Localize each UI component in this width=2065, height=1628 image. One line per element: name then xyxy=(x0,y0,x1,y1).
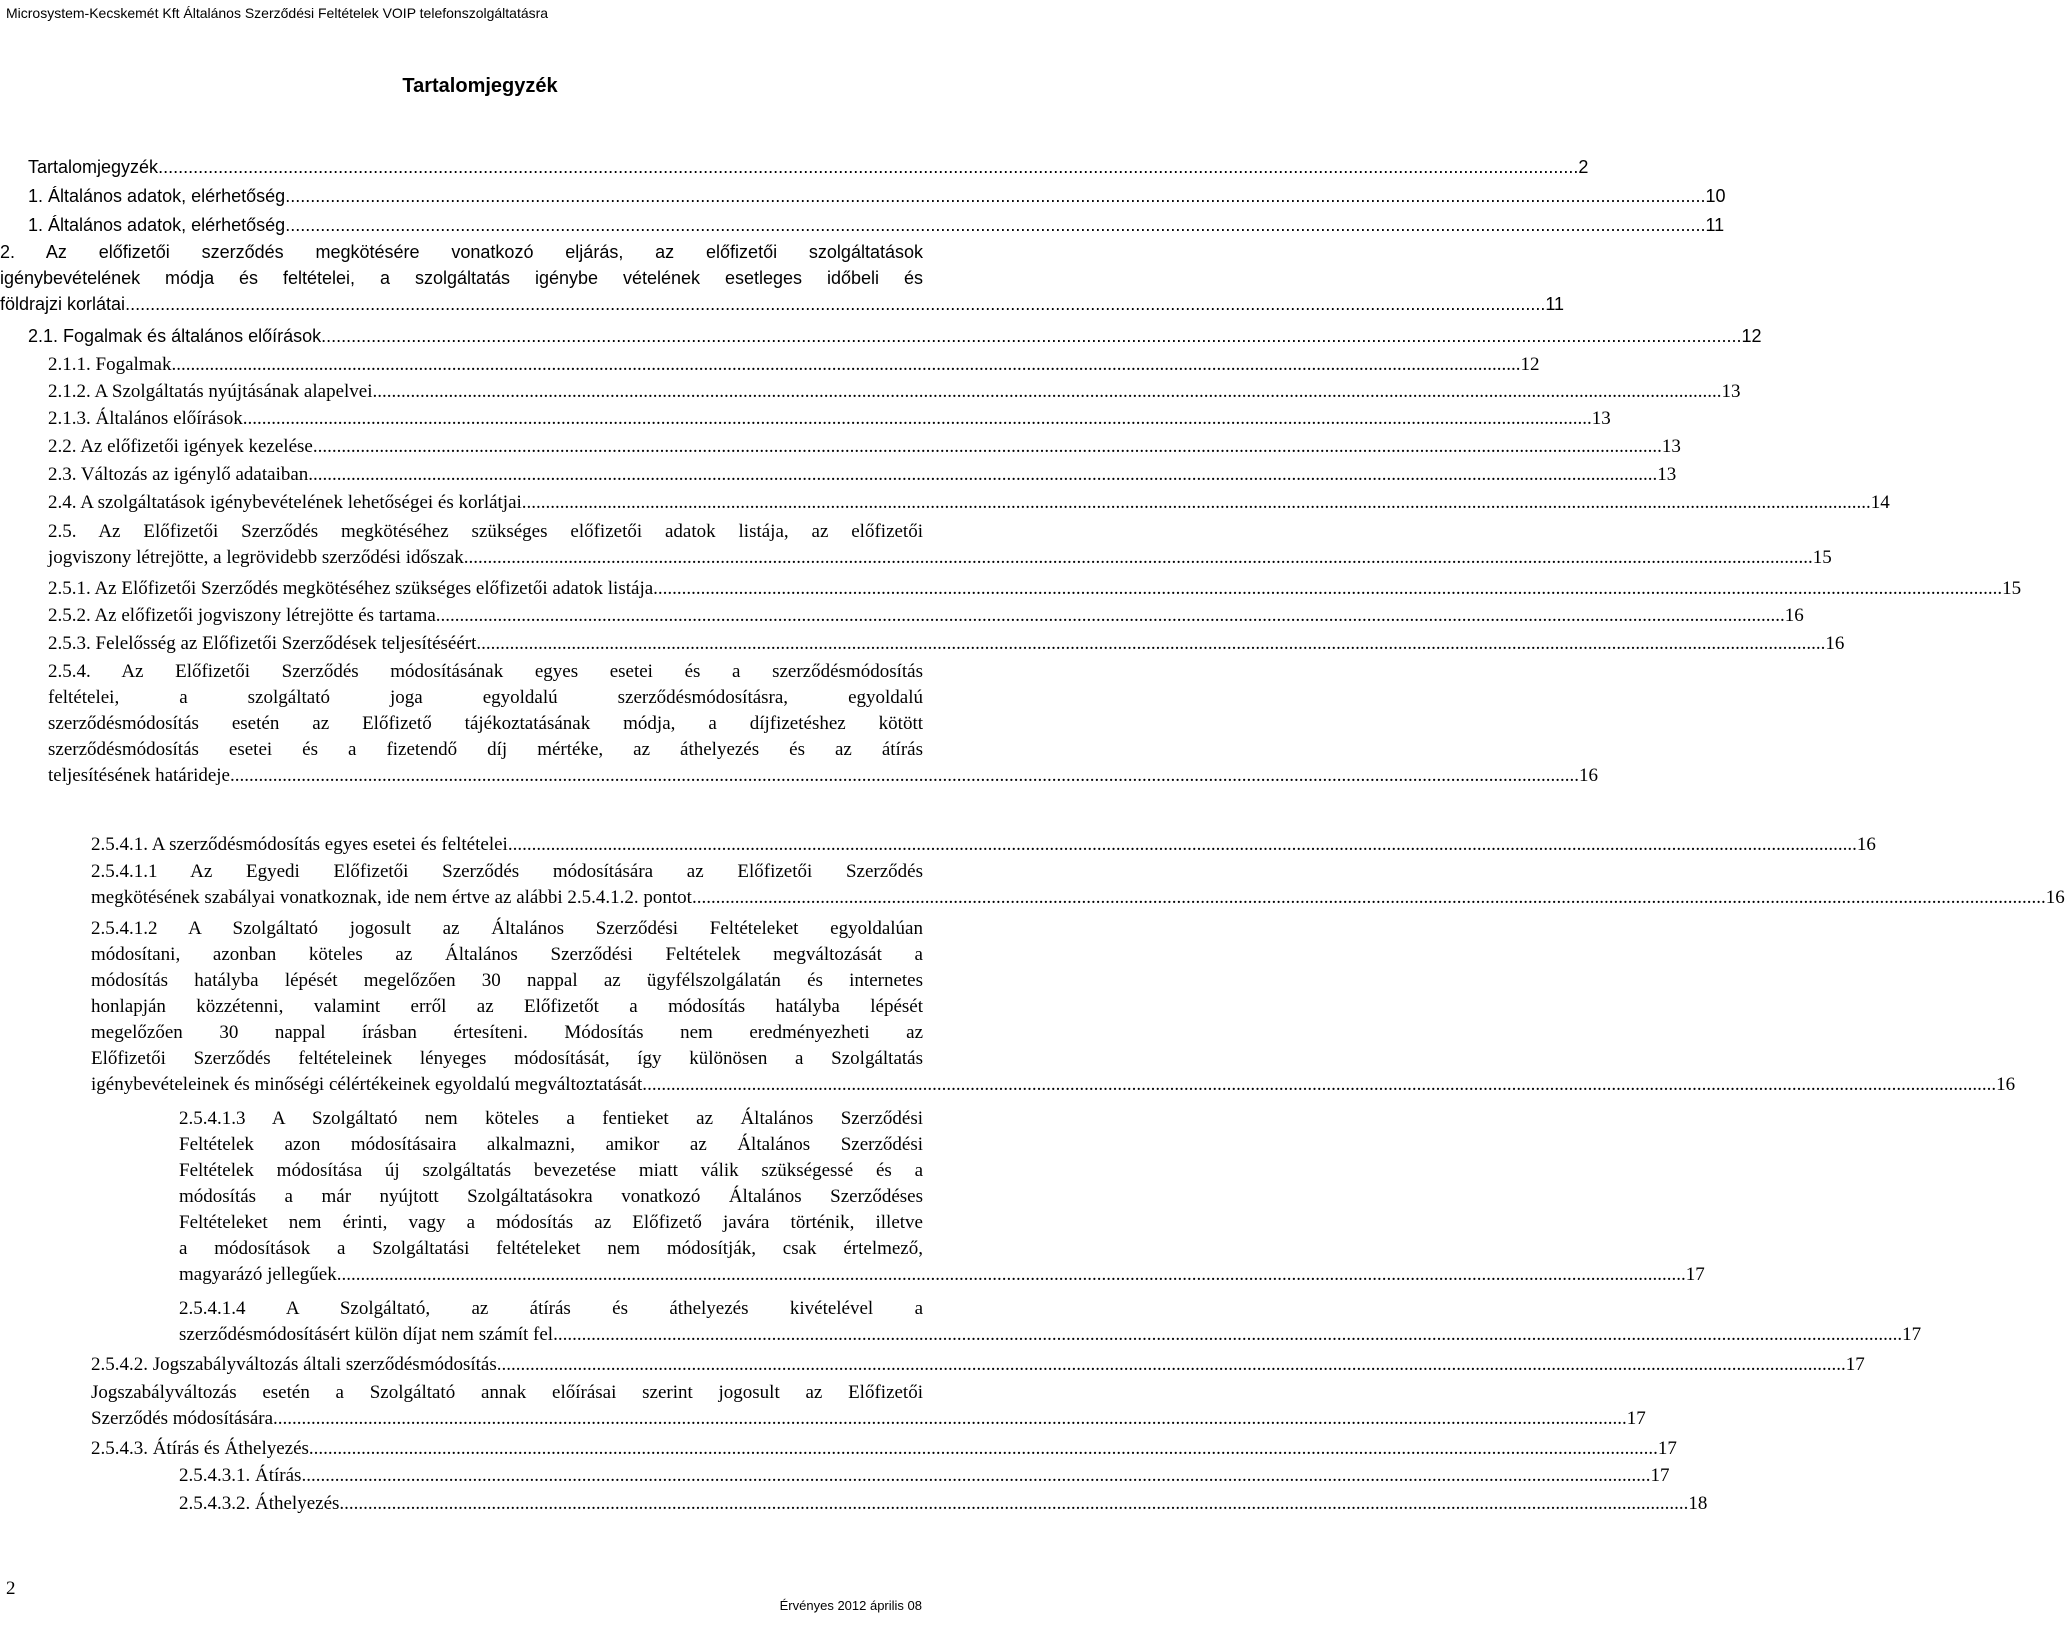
toc-entry[interactable] xyxy=(28,323,1762,349)
toc-entry[interactable] xyxy=(179,1463,1670,1489)
toc-entry[interactable] xyxy=(48,406,1611,432)
toc-entry[interactable] xyxy=(91,1352,1865,1378)
toc-entry-page: 18 xyxy=(1688,1493,1708,1514)
toc-entry-text: Szerződés módosítására. xyxy=(91,1408,278,1429)
toc-entry-line: 2.5.4.1.4 A Szolgáltató, az átírás és áthelyezés kivételével a xyxy=(179,1298,923,1319)
toc-entry-text: megkötésének szabályai vonatkoznak, ide nem értve az alábbi 2.5.4.1.2. pontot. xyxy=(91,887,697,908)
toc-entry[interactable] xyxy=(91,1380,1646,1432)
toc-entry-line: szerződésmódosítás esetei és a fizetendő díj mértéke, az áthelyezés és az átírás xyxy=(48,739,923,760)
toc-entry-text: jogviszony létrejötte, a legrövidebb szerződési időszak xyxy=(48,547,464,568)
toc-entry-page: 12 xyxy=(1520,354,1540,375)
toc-entry[interactable] xyxy=(48,631,1845,657)
toc-entry-page: 16 xyxy=(2045,887,2065,908)
toc-entry-text: 1. Általános adatok, elérhetőség xyxy=(28,186,286,206)
toc-entry-page: 13 xyxy=(1591,408,1611,429)
toc-entry-line: a módosítások a Szolgáltatási feltételeket nem módosítják, csak értelmező, xyxy=(179,1238,923,1259)
toc-entry[interactable] xyxy=(28,212,1725,238)
toc-entry-line: 2.5.4.1.3 A Szolgáltató nem köteles a fentieket az Általános Szerződési xyxy=(179,1108,923,1129)
toc-entry-line: igénybevételének módja és feltételei, a szolgáltatás igénybe vételének esetleges időbeli és xyxy=(0,268,923,288)
toc-entry-text: 2.5.4.2. Jogszabályváltozás általi szerződésmódosítás xyxy=(91,1354,497,1375)
toc-entry-line: módosítás hatályba lépését megelőzően 30 nappal az ügyfélszolgálatán és internetes xyxy=(91,970,923,991)
toc-entry-page: 2 xyxy=(1578,157,1589,177)
toc-entry-text: 2.5.2. Az előfizetői jogviszony létrejötte és tartama xyxy=(48,605,436,626)
document-header: Microsystem-Kecskemét Kft Általános Szerződési Feltételek VOIP telefonszolgáltatásra xyxy=(6,5,549,21)
toc-entry-text: 2.1.1. Fogalmak xyxy=(48,354,172,375)
toc-entry-text: 1. Általános adatok, elérhetőség xyxy=(28,215,286,235)
page-number: 2 xyxy=(6,1578,16,1599)
toc-entry-text: 2.2. Az előfizetői igények kezelése xyxy=(48,436,313,457)
toc-entry-page: 16 xyxy=(1579,765,1598,786)
toc-entry-page: 14 xyxy=(1870,492,1890,513)
toc-entry-page: 17 xyxy=(1626,1408,1646,1429)
toc-entry-text: földrajzi korlátai xyxy=(0,294,126,314)
toc-entry-line: honlapján közzétenni, valamint erről az Előfizetőt a módosítás hatályba lépését xyxy=(91,996,923,1017)
toc-entry[interactable] xyxy=(48,576,2022,602)
toc-entry-text: 2.5.4.3. Átírás és Áthelyezés xyxy=(91,1438,309,1459)
toc-entry[interactable] xyxy=(48,462,1677,488)
toc-entry-line: 2. Az előfizetői szerződés megkötésére vonatkozó eljárás, az előfizetői szolgáltatások xyxy=(0,242,923,262)
toc-entry[interactable] xyxy=(91,832,1876,858)
page-title: Tartalomjegyzék xyxy=(402,75,558,97)
toc-entry[interactable] xyxy=(48,434,1681,460)
toc-entry-text: 2.5.1. Az Előfizetői Szerződés megkötéséhez szükséges előfizetői adatok listája xyxy=(48,578,654,599)
toc-entry[interactable] xyxy=(28,183,1726,209)
toc-entry[interactable] xyxy=(28,154,1589,180)
toc-entry[interactable] xyxy=(91,859,2065,911)
toc-entry-line: 2.5. Az Előfizetői Szerződés megkötéséhez szükséges előfizetői adatok listája, az előfizetői xyxy=(48,521,923,542)
toc-entry-page: 11 xyxy=(1705,215,1725,235)
toc-entry-text: 2.5.4.1. A szerződésmódosítás egyes esetei és feltételei xyxy=(91,834,508,855)
toc-entry-line: módosítani, azonban köteles az Általános Szerződési Feltételek megváltozását a xyxy=(91,944,923,965)
toc-entry-text: 2.5.4.3.1. Átírás xyxy=(179,1465,302,1486)
toc-entry-line: módosítás a már nyújtott Szolgáltatásokra vonatkozó Általános Szerződéses xyxy=(179,1186,923,1207)
toc-entry-text: 2.3. Változás az igénylő adataiban xyxy=(48,464,309,485)
footer-validity-date: Érvényes 2012 április 08 xyxy=(779,1598,922,1613)
toc-entry-page: 10 xyxy=(1705,186,1726,206)
toc-entry-line: Előfizetői Szerződés feltételeinek lényeges módosítását, így különösen a Szolgáltatás xyxy=(91,1048,923,1069)
toc-entry[interactable] xyxy=(0,239,1565,317)
toc-entry[interactable] xyxy=(48,603,1804,629)
toc-entry-text: 2.1.2. A Szolgáltatás nyújtásának alapelvei xyxy=(48,381,373,402)
toc-entry-line: Jogszabályváltozás esetén a Szolgáltató annak előírásai szerint jogosult az Előfizetői xyxy=(91,1382,923,1403)
toc-entry-line: Feltételek módosítása új szolgáltatás bevezetése miatt válik szükségessé és a xyxy=(179,1160,923,1181)
toc-entry-text: igénybevételeinek és minőségi célértékeinek egyoldalú megváltoztatását. xyxy=(91,1074,648,1095)
toc-entry[interactable] xyxy=(48,352,1540,378)
toc-entry-page: 13 xyxy=(1721,381,1741,402)
toc-entry-page: 15 xyxy=(2002,578,2022,599)
toc-entry[interactable] xyxy=(48,659,1598,789)
toc-entry-page: 12 xyxy=(1741,326,1762,346)
toc-entry[interactable] xyxy=(179,1296,1922,1348)
toc-entry[interactable] xyxy=(91,916,2016,1098)
toc-entry-line: Feltételek azon módosításaira alkalmazni, amikor az Általános Szerződési xyxy=(179,1134,923,1155)
toc-entry-page: 17 xyxy=(1845,1354,1865,1375)
toc-entry-page: 17 xyxy=(1902,1324,1922,1345)
toc-entry-page: 16 xyxy=(1825,633,1845,654)
toc-entry[interactable] xyxy=(91,1436,1677,1462)
toc-entry-line: szerződésmódosítás esetén az Előfizető tájékoztatásának módja, a díjfizetéshez kötött xyxy=(48,713,923,734)
toc-entry-text: 2.5.3. Felelősség az Előfizetői Szerződések teljesítéséért xyxy=(48,633,477,654)
toc-entry-page: 13 xyxy=(1657,464,1677,485)
toc-entry[interactable] xyxy=(179,1106,1705,1288)
toc-entry-line: 2.5.4.1.1 Az Egyedi Előfizetői Szerződés módosítására az Előfizetői Szerződés xyxy=(91,861,923,882)
toc-entry-text: 2.5.4.3.2. Áthelyezés xyxy=(179,1493,340,1514)
toc-entry-text: teljesítésének határideje xyxy=(48,765,230,786)
toc-entry[interactable] xyxy=(48,379,1741,405)
toc-entry-line: megelőzően 30 nappal írásban értesíteni. Módosítás nem eredményezheti az xyxy=(91,1022,923,1043)
toc-entry-page: 16 xyxy=(1784,605,1804,626)
toc-entry-page: 17 xyxy=(1650,1465,1670,1486)
toc-entry[interactable] xyxy=(48,519,1832,571)
toc-entry-page: 17 xyxy=(1685,1264,1705,1285)
toc-entry-line: Feltételeket nem érinti, vagy a módosítás az Előfizető javára történik, illetve xyxy=(179,1212,923,1233)
toc-entry[interactable] xyxy=(179,1491,1708,1517)
toc-entry-text: 2.1. Fogalmak és általános előírások xyxy=(28,326,322,346)
toc-entry-text: szerződésmódosításért külön díjat nem számít fel xyxy=(179,1324,554,1345)
toc-entry-page: 17 xyxy=(1657,1438,1677,1459)
toc-entry-line: 2.5.4. Az Előfizetői Szerződés módosításának egyes esetei és a szerződésmódosítás xyxy=(48,661,923,682)
toc-entry-page: 15 xyxy=(1812,547,1832,568)
toc-entry-page: 16 xyxy=(1856,834,1876,855)
toc-entry-page: 13 xyxy=(1661,436,1681,457)
toc-entry-text: 2.4. A szolgáltatások igénybevételének lehetőségei és korlátjai xyxy=(48,492,522,513)
toc-entry-line: feltételei, a szolgáltató joga egyoldalú szerződésmódosításra, egyoldalú xyxy=(48,687,923,708)
toc-entry-text: Tartalomjegyzék xyxy=(28,157,159,177)
toc-entry-text: 2.1.3. Általános előírások xyxy=(48,408,243,429)
toc-entry-text: magyarázó jellegűek xyxy=(179,1264,337,1285)
toc-entry-page: 11 xyxy=(1545,294,1565,314)
toc-entry[interactable] xyxy=(48,490,1890,516)
toc-entry-page: 16 xyxy=(1996,1074,2016,1095)
toc-entry-line: 2.5.4.1.2 A Szolgáltató jogosult az Általános Szerződési Feltételeket egyoldalúan xyxy=(91,918,923,939)
